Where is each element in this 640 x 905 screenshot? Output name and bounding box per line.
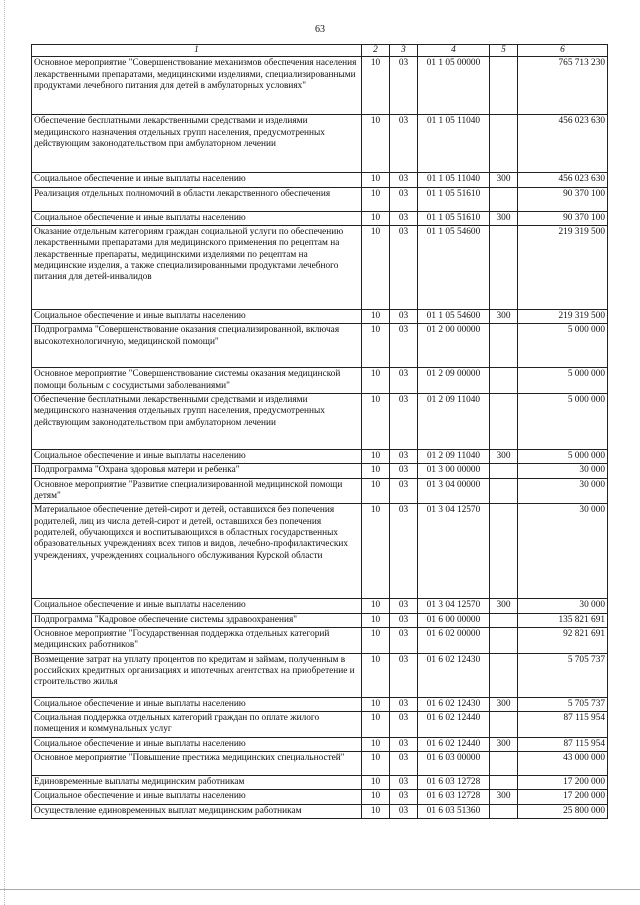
row-amount-cell: 17 200 000	[518, 775, 608, 789]
row-amount-cell: 456 023 630	[518, 115, 608, 173]
row-subsection-cell: 03	[390, 187, 418, 211]
row-name-cell: Подпрограмма "Кадровое обеспечение системы здравоохранения"	[32, 613, 362, 627]
row-section-cell: 10	[362, 173, 390, 187]
row-expense-type-cell: 300	[490, 173, 518, 187]
table-row	[32, 225, 608, 309]
row-expense-type-cell	[490, 225, 518, 309]
row-expense-type-cell	[490, 187, 518, 211]
row-section-cell: 10	[362, 449, 390, 463]
row-target-article-cell: 01 6 02 12440	[418, 737, 490, 751]
row-subsection-cell: 03	[390, 613, 418, 627]
row-section-cell: 10	[362, 187, 390, 211]
binding-edge-rule	[4, 0, 5, 905]
row-subsection-cell: 03	[390, 599, 418, 613]
row-expense-type-cell	[490, 368, 518, 394]
row-name-cell: Осуществление единовременных выплат медицинским работникам	[32, 804, 362, 818]
row-subsection-cell: 03	[390, 504, 418, 599]
row-amount-cell: 5 000 000	[518, 449, 608, 463]
row-section-cell: 10	[362, 737, 390, 751]
row-amount-cell: 219 319 500	[518, 225, 608, 309]
row-subsection-cell: 03	[390, 751, 418, 775]
row-amount-cell: 219 319 500	[518, 309, 608, 323]
row-name-cell: Основное мероприятие "Повышение престижа медицинских специальностей"	[32, 751, 362, 775]
row-name-cell: Основное мероприятие "Совершенствование механизмов обеспечения населения лекарственными препаратами, медицинскими изделиями, специализированными продуктами лечебного питания для детей в амбулаторных условиях"	[32, 57, 362, 115]
row-subsection-cell: 03	[390, 309, 418, 323]
row-expense-type-cell	[490, 627, 518, 653]
row-target-article-cell: 01 1 05 54600	[418, 225, 490, 309]
table-row	[32, 504, 608, 599]
row-target-article-cell: 01 6 03 12728	[418, 790, 490, 804]
row-target-article-cell: 01 6 02 12430	[418, 653, 490, 697]
table-row	[32, 737, 608, 751]
row-subsection-cell: 03	[390, 449, 418, 463]
row-section-cell: 10	[362, 211, 390, 225]
row-expense-type-cell	[490, 804, 518, 818]
table-row	[32, 627, 608, 653]
row-section-cell: 10	[362, 504, 390, 599]
row-section-cell: 10	[362, 464, 390, 478]
row-subsection-cell: 03	[390, 711, 418, 737]
row-section-cell: 10	[362, 613, 390, 627]
row-amount-cell: 17 200 000	[518, 790, 608, 804]
row-expense-type-cell	[490, 57, 518, 115]
table-row	[32, 368, 608, 394]
row-section-cell: 10	[362, 751, 390, 775]
row-target-article-cell: 01 2 09 00000	[418, 368, 490, 394]
row-subsection-cell: 03	[390, 211, 418, 225]
row-target-article-cell: 01 3 04 12570	[418, 504, 490, 599]
row-target-article-cell: 01 1 05 51610	[418, 211, 490, 225]
row-target-article-cell: 01 3 04 00000	[418, 478, 490, 504]
row-subsection-cell: 03	[390, 225, 418, 309]
row-target-article-cell: 01 1 05 11040	[418, 115, 490, 173]
row-name-cell: Социальная поддержка отдельных категорий граждан по оплате жилого помещения и коммунальных услуг	[32, 711, 362, 737]
row-target-article-cell: 01 6 02 12430	[418, 697, 490, 711]
row-subsection-cell: 03	[390, 464, 418, 478]
row-target-article-cell: 01 6 02 12440	[418, 711, 490, 737]
row-amount-cell: 87 115 954	[518, 737, 608, 751]
row-amount-cell: 90 370 100	[518, 211, 608, 225]
row-section-cell: 10	[362, 653, 390, 697]
row-target-article-cell: 01 6 00 00000	[418, 613, 490, 627]
row-amount-cell: 5 705 737	[518, 653, 608, 697]
table-row	[32, 464, 608, 478]
scan-bottom-edge	[0, 889, 640, 890]
row-name-cell: Обеспечение бесплатными лекарственными средствами и изделиями медицинского назначения отдельных групп населения, предусмотренных действующим законодательством при амбулаторном лечении	[32, 115, 362, 173]
row-name-cell: Основное мероприятие "Развитие специализированной медицинской помощи детям"	[32, 478, 362, 504]
row-name-cell: Социальное обеспечение и иные выплаты населению	[32, 449, 362, 463]
row-expense-type-cell	[490, 751, 518, 775]
row-target-article-cell: 01 2 09 11040	[418, 449, 490, 463]
row-subsection-cell: 03	[390, 393, 418, 449]
row-amount-cell: 43 000 000	[518, 751, 608, 775]
header-col-4: 4	[418, 45, 490, 57]
row-subsection-cell: 03	[390, 115, 418, 173]
row-section-cell: 10	[362, 309, 390, 323]
row-amount-cell: 30 000	[518, 464, 608, 478]
row-section-cell: 10	[362, 599, 390, 613]
row-amount-cell: 456 023 630	[518, 173, 608, 187]
row-subsection-cell: 03	[390, 627, 418, 653]
row-expense-type-cell: 300	[490, 737, 518, 751]
row-section-cell: 10	[362, 225, 390, 309]
budget-table	[31, 44, 608, 819]
row-amount-cell: 5 000 000	[518, 368, 608, 394]
row-section-cell: 10	[362, 790, 390, 804]
row-name-cell: Социальное обеспечение и иные выплаты населению	[32, 173, 362, 187]
row-section-cell: 10	[362, 57, 390, 115]
row-expense-type-cell: 300	[490, 697, 518, 711]
row-subsection-cell: 03	[390, 775, 418, 789]
row-target-article-cell: 01 2 00 00000	[418, 324, 490, 368]
row-target-article-cell: 01 6 03 12728	[418, 775, 490, 789]
row-subsection-cell: 03	[390, 790, 418, 804]
row-section-cell: 10	[362, 775, 390, 789]
row-target-article-cell: 01 1 05 54600	[418, 309, 490, 323]
row-amount-cell: 135 821 691	[518, 613, 608, 627]
table-row	[32, 115, 608, 173]
row-subsection-cell: 03	[390, 173, 418, 187]
row-name-cell: Возмещение затрат на уплату процентов по кредитам и займам, полученным в российских кредитных организациях и ипотечных агентствах на приобретение и строительство жилья	[32, 653, 362, 697]
row-subsection-cell: 03	[390, 697, 418, 711]
row-expense-type-cell	[490, 478, 518, 504]
row-target-article-cell: 01 3 00 00000	[418, 464, 490, 478]
row-expense-type-cell	[490, 504, 518, 599]
table-row	[32, 393, 608, 449]
row-expense-type-cell	[490, 324, 518, 368]
table-row	[32, 187, 608, 211]
table-row	[32, 309, 608, 323]
table-row	[32, 324, 608, 368]
row-target-article-cell: 01 1 05 51610	[418, 187, 490, 211]
row-name-cell: Материальное обеспечение детей-сирот и детей, оставшихся без попечения родителей, лиц из числа детей-сирот и детей, оставшихся без попечения родителей, обучающихся и воспитывающихся в областных государственных образовательных учреждениях всех типов и видов, лечебно-профилактических учреждениях, учреждениях социального обслуживания Курской области	[32, 504, 362, 599]
row-name-cell: Социальное обеспечение и иные выплаты населению	[32, 599, 362, 613]
table-row	[32, 57, 608, 115]
row-name-cell: Социальное обеспечение и иные выплаты населению	[32, 790, 362, 804]
row-name-cell: Социальное обеспечение и иные выплаты населению	[32, 697, 362, 711]
row-expense-type-cell: 300	[490, 790, 518, 804]
row-expense-type-cell: 300	[490, 309, 518, 323]
header-col-1: 1	[32, 45, 362, 57]
row-amount-cell: 30 000	[518, 504, 608, 599]
row-target-article-cell: 01 6 03 51360	[418, 804, 490, 818]
row-amount-cell: 5 000 000	[518, 324, 608, 368]
row-name-cell: Социальное обеспечение и иные выплаты населению	[32, 737, 362, 751]
table-row	[32, 211, 608, 225]
row-name-cell: Единовременные выплаты медицинским работникам	[32, 775, 362, 789]
row-section-cell: 10	[362, 115, 390, 173]
row-expense-type-cell	[490, 393, 518, 449]
row-section-cell: 10	[362, 804, 390, 818]
row-amount-cell: 5 000 000	[518, 393, 608, 449]
header-col-2: 2	[362, 45, 390, 57]
row-target-article-cell: 01 1 05 00000	[418, 57, 490, 115]
row-amount-cell: 87 115 954	[518, 711, 608, 737]
table-row	[32, 173, 608, 187]
row-amount-cell: 30 000	[518, 599, 608, 613]
table-row	[32, 775, 608, 789]
header-col-6: 6	[518, 45, 608, 57]
row-section-cell: 10	[362, 627, 390, 653]
row-expense-type-cell	[490, 775, 518, 789]
table-row	[32, 751, 608, 775]
row-section-cell: 10	[362, 368, 390, 394]
header-col-3: 3	[390, 45, 418, 57]
header-col-5: 5	[490, 45, 518, 57]
table-row	[32, 711, 608, 737]
row-amount-cell: 30 000	[518, 478, 608, 504]
row-section-cell: 10	[362, 697, 390, 711]
table-header-row	[32, 45, 608, 57]
table-row	[32, 653, 608, 697]
row-expense-type-cell	[490, 613, 518, 627]
row-subsection-cell: 03	[390, 653, 418, 697]
row-amount-cell: 92 821 691	[518, 627, 608, 653]
row-expense-type-cell	[490, 711, 518, 737]
row-name-cell: Подпрограмма "Охрана здоровья матери и ребенка"	[32, 464, 362, 478]
row-target-article-cell: 01 1 05 11040	[418, 173, 490, 187]
row-name-cell: Основное мероприятие "Государственная поддержка отдельных категорий медицинских работников"	[32, 627, 362, 653]
row-target-article-cell: 01 6 03 00000	[418, 751, 490, 775]
table-row	[32, 599, 608, 613]
row-expense-type-cell: 300	[490, 599, 518, 613]
row-section-cell: 10	[362, 478, 390, 504]
table-row	[32, 790, 608, 804]
row-subsection-cell: 03	[390, 57, 418, 115]
table-row	[32, 804, 608, 818]
row-expense-type-cell	[490, 115, 518, 173]
row-name-cell: Обеспечение бесплатными лекарственными средствами и изделиями медицинского назначения отдельных групп населения, предусмотренных действующим законодательством при амбулаторном лечении	[32, 393, 362, 449]
row-name-cell: Социальное обеспечение и иные выплаты населению	[32, 211, 362, 225]
table-row	[32, 613, 608, 627]
table-body	[32, 57, 608, 819]
row-target-article-cell: 01 6 02 00000	[418, 627, 490, 653]
row-target-article-cell: 01 2 09 11040	[418, 393, 490, 449]
table-row	[32, 478, 608, 504]
row-subsection-cell: 03	[390, 478, 418, 504]
row-amount-cell: 90 370 100	[518, 187, 608, 211]
row-amount-cell: 25 800 000	[518, 804, 608, 818]
row-amount-cell: 5 705 737	[518, 697, 608, 711]
row-section-cell: 10	[362, 393, 390, 449]
row-name-cell: Основное мероприятие "Совершенствование системы оказания медицинской помощи больным с сосудистыми заболеваниями"	[32, 368, 362, 394]
row-amount-cell: 765 713 230	[518, 57, 608, 115]
table-row	[32, 449, 608, 463]
page-number: 63	[315, 24, 325, 35]
table-row	[32, 697, 608, 711]
row-target-article-cell: 01 3 04 12570	[418, 599, 490, 613]
row-name-cell: Реализация отдельных полномочий в области лекарственного обеспечения	[32, 187, 362, 211]
row-name-cell: Социальное обеспечение и иные выплаты населению	[32, 309, 362, 323]
row-expense-type-cell	[490, 464, 518, 478]
row-expense-type-cell: 300	[490, 211, 518, 225]
row-name-cell: Подпрограмма "Совершенствование оказания специализированной, включая высокотехнологичную, медицинской помощи"	[32, 324, 362, 368]
row-section-cell: 10	[362, 711, 390, 737]
row-section-cell: 10	[362, 324, 390, 368]
row-subsection-cell: 03	[390, 368, 418, 394]
row-subsection-cell: 03	[390, 324, 418, 368]
row-subsection-cell: 03	[390, 737, 418, 751]
row-subsection-cell: 03	[390, 804, 418, 818]
row-expense-type-cell	[490, 653, 518, 697]
row-name-cell: Оказание отдельным категориям граждан социальной услуги по обеспечению лекарственными препаратами для медицинского применения по рецептам на лекарственные препараты, медицинскими изделиями по рецептам на медицинские изделия, а также специализированными продуктами лечебного питания для детей-инвалидов	[32, 225, 362, 309]
row-expense-type-cell: 300	[490, 449, 518, 463]
